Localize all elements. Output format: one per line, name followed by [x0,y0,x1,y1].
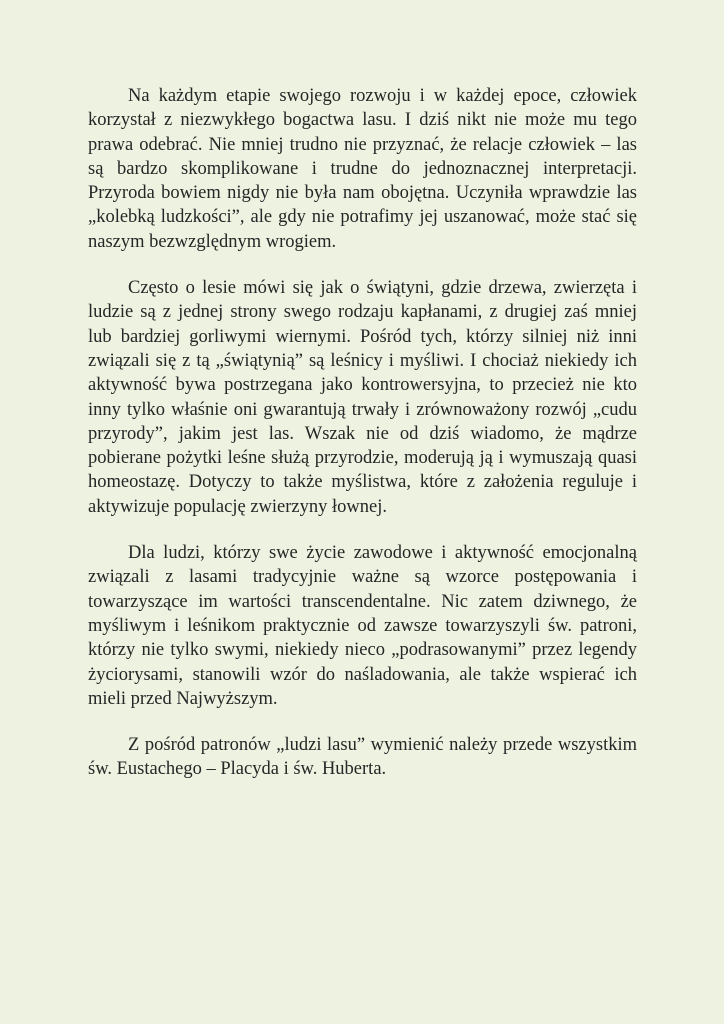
document-page [88,84,637,804]
paragraph: Dla ludzi, którzy swe życie zawodowe i aktywność emocjonalną związali z lasami tradycyjnie ważne są wzorce postępowania i towarzyszące im wartości transcendentalne. Nic zatem dziwnego, że myśliwym i leśnikom praktycznie od zawsze towarzyszyli św. patroni, którzy nie tylko swymi, niekiedy nieco „podrasowanymi” przez legendy życiorysami, stanowili wzór do naśladowania, ale także wspierać ich mieli przed Najwyższym. [88,543,637,709]
paragraph: Na każdym etapie swojego rozwoju i w każdej epoce, człowiek korzystał z niezwykłego bogactwa lasu. I dziś nikt nie może mu tego prawa odebrać. Nie mniej trudno nie przyznać, że relacje człowiek – las są bardzo skomplikowane i trudne do jednoznacznej interpretacji. Przyroda bowiem nigdy nie była nam obojętna. Uczyniła wprawdzie las „kolebką ludzkości”, ale gdy nie potrafimy jej uszanować, może stać się naszym bezwzględnym wrogiem. [88,86,637,252]
paragraph: Z pośród patronów „ludzi lasu” wymienić należy przede wszystkim św. Eustachego – Placyda i św. Huberta. [88,735,637,780]
paragraph: Często o lesie mówi się jak o świątyni, gdzie drzewa, zwierzęta i ludzie są z jednej strony swego rodzaju kapłanami, z drugiej zaś mniej lub bardziej gorliwymi wiernymi. Pośród tych, którzy silniej niż inni związali się z tą „świątynią” są leśnicy i myśliwi. I chociaż niekiedy ich aktywność bywa postrzegana jako kontrowersyjna, to przecież nie kto inny tylko właśnie oni gwarantują trwały i zrównoważony rozwój „cudu przyrody”, jakim jest las. Wszak nie od dziś wiadomo, że mądrze pobierane pożytki leśne służą przyrodzie, moderują ją i wymuszają quasi homeostazę. Dotyczy to także myślistwa, które z założenia reguluje i aktywizuje populację zwierzyny łownej. [88,278,637,517]
